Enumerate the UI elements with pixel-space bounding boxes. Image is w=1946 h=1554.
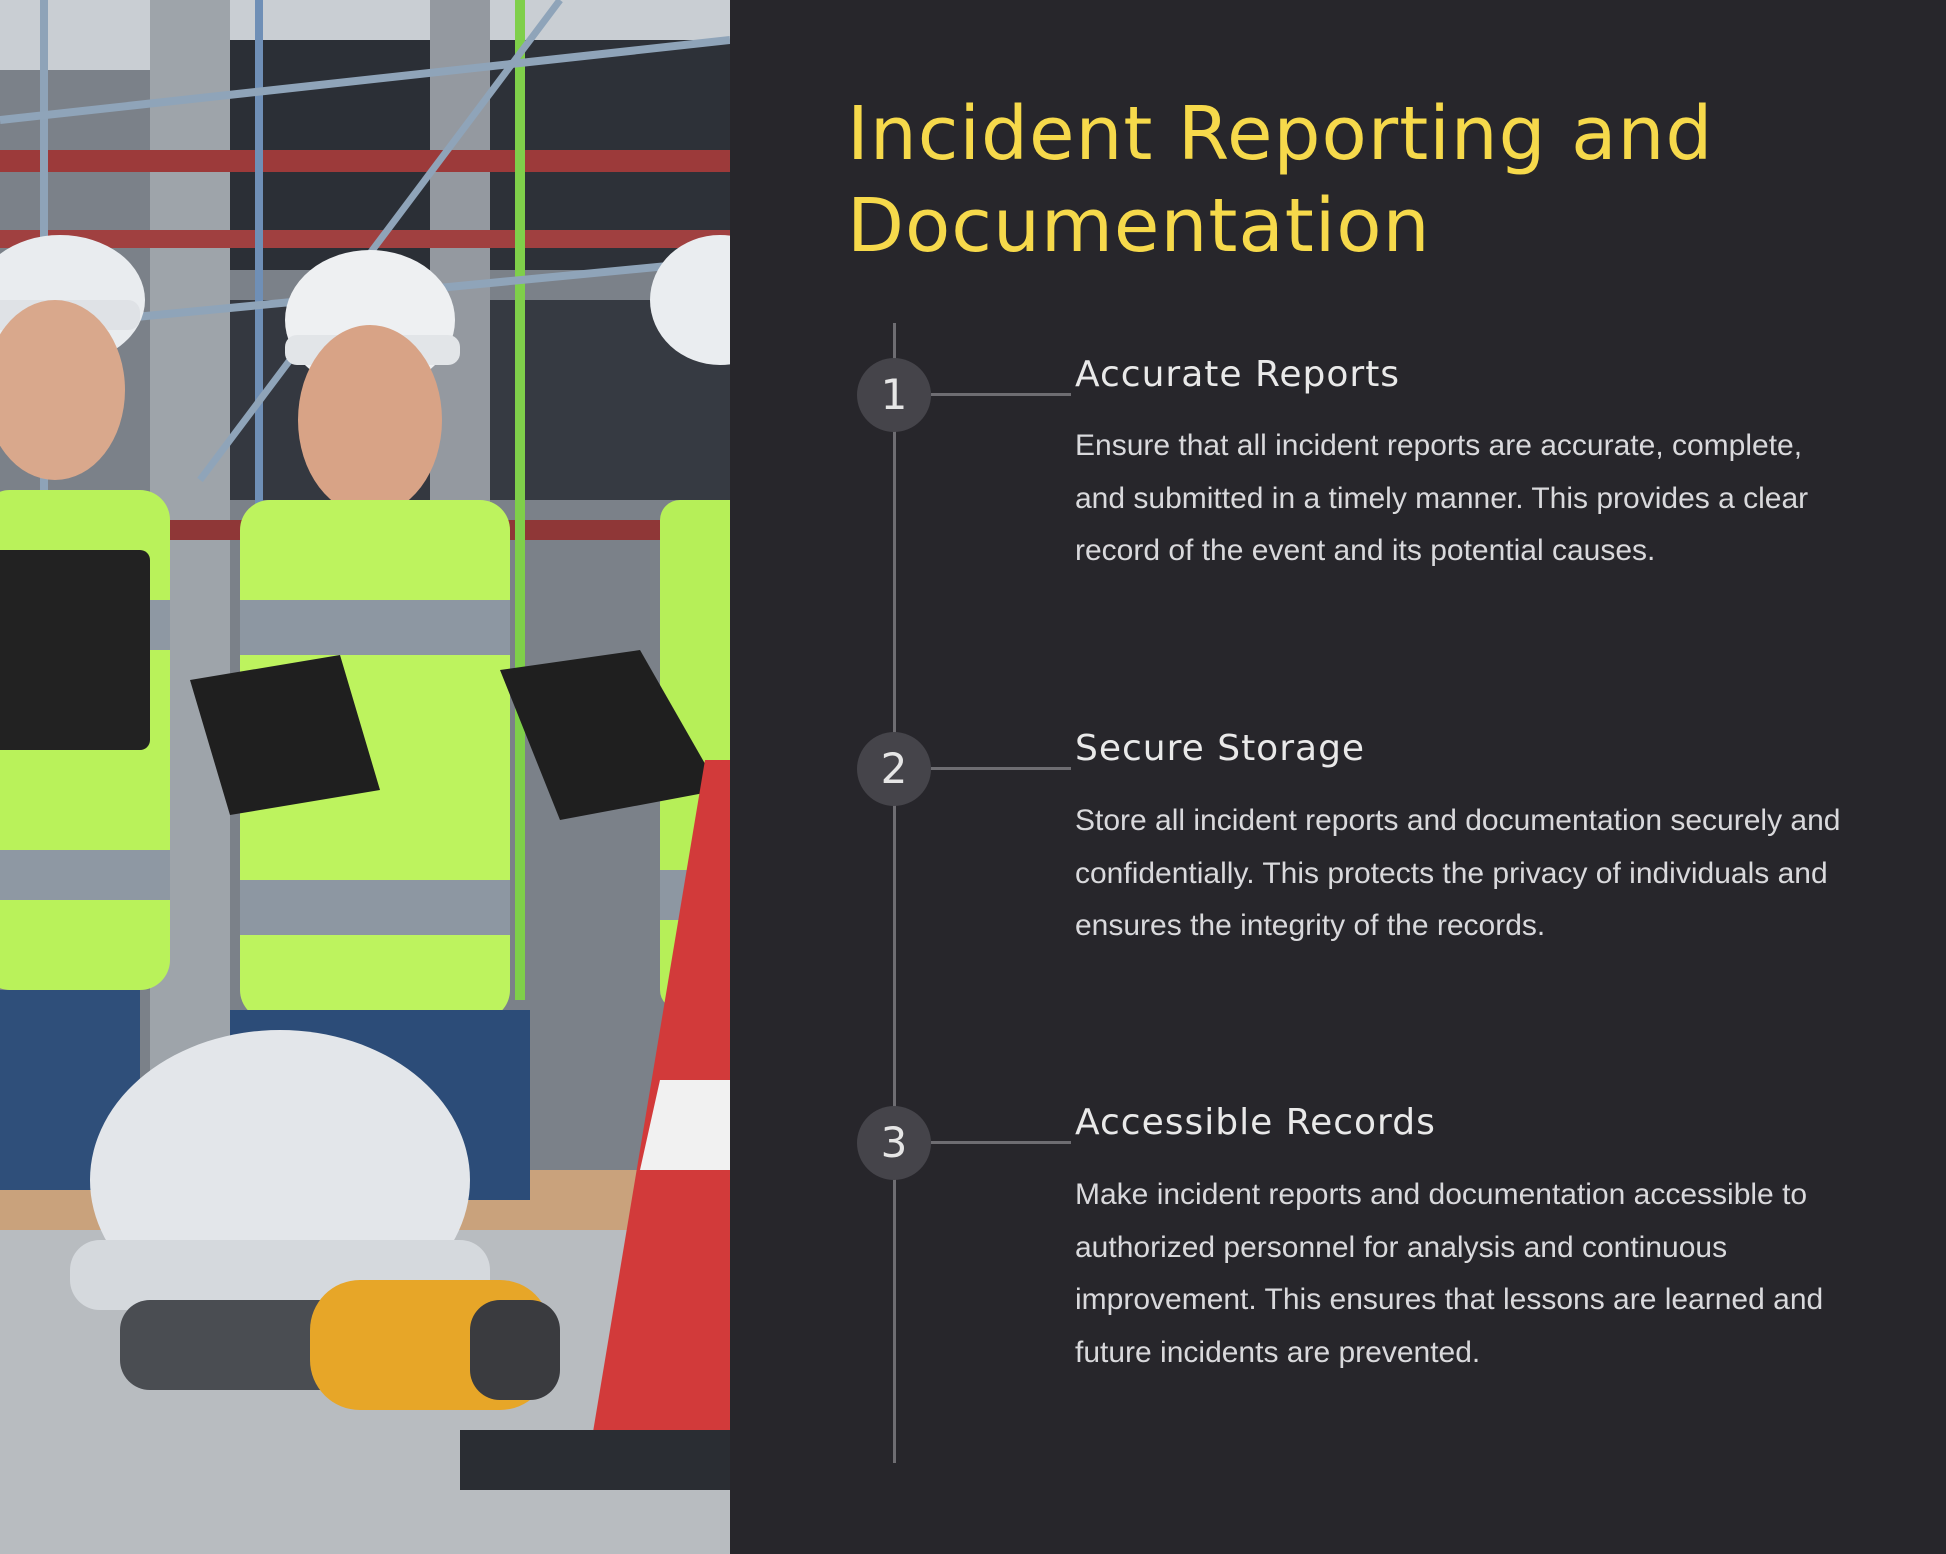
step-connector — [931, 393, 1071, 396]
step-description: Ensure that all incident reports are accurate, complete, and submitted in a timely manner. This provides a clear record of the event and its potential causes. — [1075, 429, 1809, 567]
step-heading: Secure Storage — [1075, 728, 1366, 769]
step-number-badge: 2 — [857, 732, 931, 806]
timeline-line — [893, 323, 896, 1463]
photo-illustration — [0, 0, 730, 1554]
step-description: Make incident reports and documentation accessible to authorized personnel for analysis and continuous improvement. This ensures that lessons are learned and future incidents are prevented. — [1075, 1178, 1824, 1369]
step-heading: Accessible Records — [1075, 1102, 1436, 1143]
step-number-badge: 1 — [857, 358, 931, 432]
step-number-badge: 3 — [857, 1106, 931, 1180]
step-connector — [931, 1141, 1071, 1144]
construction-workers-photo — [0, 0, 730, 1554]
content-panel — [730, 0, 1946, 1554]
step-heading: Accurate Reports — [1075, 354, 1401, 395]
step-connector — [931, 767, 1071, 770]
step-description: Store all incident reports and documentation securely and confidentially. This protects the privacy of individuals and ensures the integrity of the records. — [1075, 804, 1841, 942]
page-title: Incident Reporting and Documentation — [847, 91, 1714, 269]
